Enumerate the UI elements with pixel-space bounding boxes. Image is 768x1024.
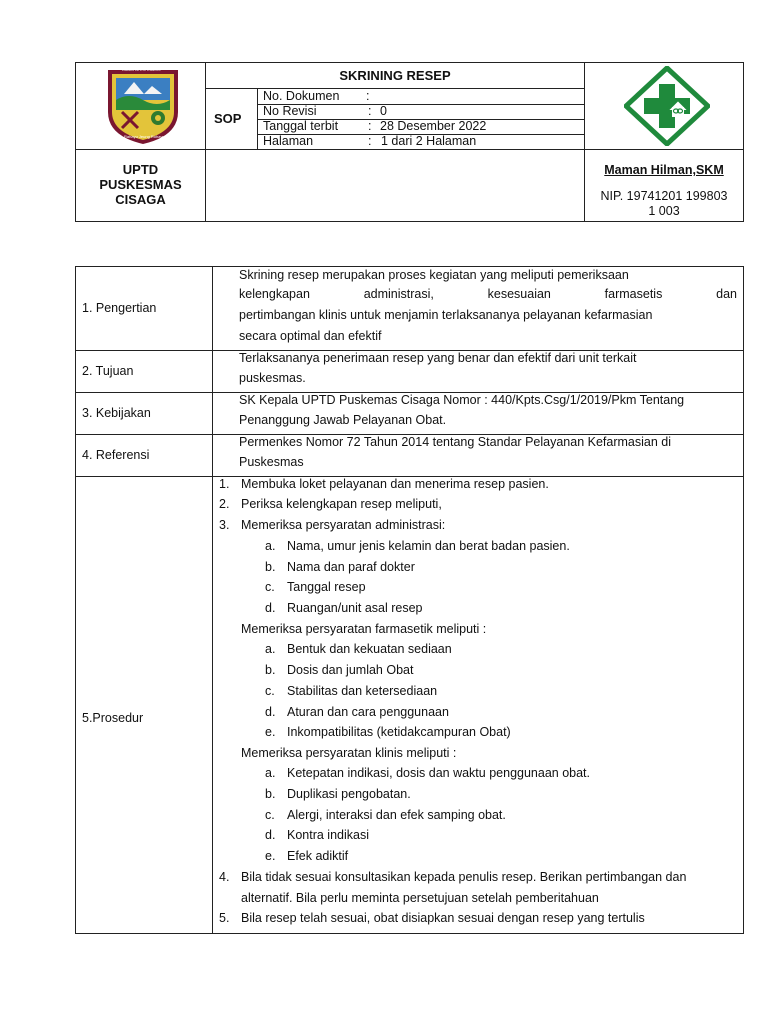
- kebijakan-line-2: Penanggung Jawab Pelayanan Obat.: [239, 413, 447, 427]
- meta-label-tanggal-terbit: Tanggal terbit: [263, 119, 339, 133]
- meta-value-no-revisi: 0: [380, 104, 387, 118]
- admin-item-letter: c.: [265, 580, 275, 594]
- farmasetik-item-text: Aturan dan cara penggunaan: [287, 705, 449, 719]
- klinis-item-text: Ketepatan indikasi, dosis dan waktu penggunaan obat.: [287, 766, 591, 780]
- tujuan-line-1: Terlaksananya penerimaan resep yang benar dan efektif dari unit terkait: [239, 351, 637, 365]
- org-name-line-1: UPTD: [122, 162, 159, 177]
- step-5-number: 5.: [219, 911, 230, 925]
- label-tujuan: 2. Tujuan: [82, 364, 134, 378]
- step-1-number: 1.: [219, 477, 230, 491]
- klinis-item-letter: e.: [265, 849, 276, 863]
- org-name-line-2: PUSKESMAS: [99, 177, 182, 192]
- meta-sep-tanggal-terbit: :: [368, 119, 372, 133]
- document-title: SKRINING RESEP: [339, 68, 451, 83]
- signer-nip-line-2: 1 003: [648, 204, 680, 218]
- step-1-text: Membuka loket pelayanan dan menerima resep pasien.: [241, 477, 549, 491]
- referensi-line-2: Puskesmas: [239, 455, 304, 469]
- farmasetik-item-text: Stabilitas dan ketersediaan: [287, 684, 438, 698]
- klinis-item-text: Efek adiktif: [287, 849, 349, 863]
- kebijakan-line-1: SK Kepala UPTD Puskemas Cisaga Nomor : 440/Kpts.Csg/1/2019/Pkm Tentang: [239, 393, 685, 407]
- step-4-line-1: Bila tidak sesuai konsultasikan kepada penulis resep. Berikan pertimbangan dan: [241, 870, 687, 884]
- step-2-text: Periksa kelengkapan resep meliputi,: [241, 497, 442, 511]
- step-3-text: Memeriksa persyaratan administrasi:: [241, 518, 446, 532]
- admin-item-text: Nama dan paraf dokter: [287, 560, 415, 574]
- klinis-item-text: Duplikasi pengobatan.: [287, 787, 411, 801]
- label-referensi: 4. Referensi: [82, 448, 150, 462]
- signer-nip-line-1: NIP. 19741201 199803: [600, 189, 728, 203]
- org-name-line-3: CISAGA: [115, 192, 166, 207]
- step-4-number: 4.: [219, 870, 230, 884]
- pengertian-line-1: Skrining resep merupakan proses kegiatan yang meliputi pemeriksaan: [239, 268, 629, 282]
- logo-bottom-text: Rahayu Jeung Rohayu: [124, 134, 165, 139]
- pengertian-line-4: secara optimal dan efektif: [239, 329, 382, 343]
- step-3-number: 3.: [219, 518, 230, 532]
- label-prosedur: 5.Prosedur: [82, 711, 144, 725]
- admin-item-letter: a.: [265, 539, 276, 553]
- farmasetik-item-text: Bentuk dan kekuatan sediaan: [287, 642, 452, 656]
- klinis-item-text: Kontra indikasi: [287, 828, 369, 842]
- klinis-item-text: Alergi, interaksi dan efek samping obat.: [287, 808, 506, 822]
- logo-top-text: KABUPATEN CIAMIS: [122, 67, 161, 72]
- farmasetik-item-letter: e.: [265, 725, 276, 739]
- farmasetik-item-text: Inkompatibilitas (ketidakcampuran Obat): [287, 725, 511, 739]
- klinis-item-letter: d.: [265, 828, 276, 842]
- farmasetik-item-letter: b.: [265, 663, 276, 677]
- step-2-number: 2.: [219, 497, 230, 511]
- admin-item-text: Nama, umur jenis kelamin dan berat badan pasien.: [287, 539, 570, 553]
- tujuan-line-2: puskesmas.: [239, 371, 306, 385]
- klinis-item-letter: a.: [265, 766, 276, 780]
- meta-sep-no-dokumen: :: [366, 89, 370, 103]
- admin-item-letter: d.: [265, 601, 276, 615]
- farmasetik-item-letter: c.: [265, 684, 275, 698]
- pengertian-line-3: pertimbangan klinis untuk menjamin terlaksananya pelayanan kefarmasian: [239, 308, 653, 322]
- farmasetik-item-letter: a.: [265, 642, 276, 656]
- pengertian-line-2: kelengkapan administrasi, kesesuaian farmasetis dan: [239, 287, 737, 301]
- meta-label-halaman: Halaman: [263, 134, 314, 148]
- signer-name: Maman Hilman,SKM: [604, 163, 724, 177]
- meta-label-no-dokumen: No. Dokumen: [263, 89, 340, 103]
- label-kebijakan: 3. Kebijakan: [82, 406, 151, 420]
- label-pengertian: 1. Pengertian: [82, 301, 157, 315]
- farmasetik-heading: Memeriksa persyaratan farmasetik meliputi :: [241, 622, 487, 636]
- klinis-heading: Memeriksa persyaratan klinis meliputi :: [241, 746, 457, 760]
- klinis-item-letter: c.: [265, 808, 275, 822]
- admin-item-text: Ruangan/unit asal resep: [287, 601, 423, 615]
- meta-sep-no-revisi: :: [368, 104, 372, 118]
- meta-sep-halaman: :: [368, 134, 372, 148]
- admin-item-letter: b.: [265, 560, 276, 574]
- step-5-text: Bila resep telah sesuai, obat disiapkan sesuai dengan resep yang tertulis: [241, 911, 645, 925]
- referensi-line-1: Permenkes Nomor 72 Tahun 2014 tentang Standar Pelayanan Kefarmasian di: [239, 435, 671, 449]
- step-4-line-2: alternatif. Bila perlu meminta persetujuan setelah pemberitahuan: [241, 891, 599, 905]
- farmasetik-item-text: Dosis dan jumlah Obat: [287, 663, 414, 677]
- meta-value-halaman: 1 dari 2 Halaman: [381, 134, 477, 148]
- admin-item-text: Tanggal resep: [287, 580, 366, 594]
- meta-label-no-revisi: No Revisi: [263, 104, 317, 118]
- puskesmas-logo: [624, 66, 710, 146]
- klinis-item-letter: b.: [265, 787, 276, 801]
- regency-crest-logo: [104, 66, 182, 146]
- sop-label: SOP: [214, 111, 242, 126]
- farmasetik-item-letter: d.: [265, 705, 276, 719]
- meta-value-tanggal-terbit: 28 Desember 2022: [380, 119, 487, 133]
